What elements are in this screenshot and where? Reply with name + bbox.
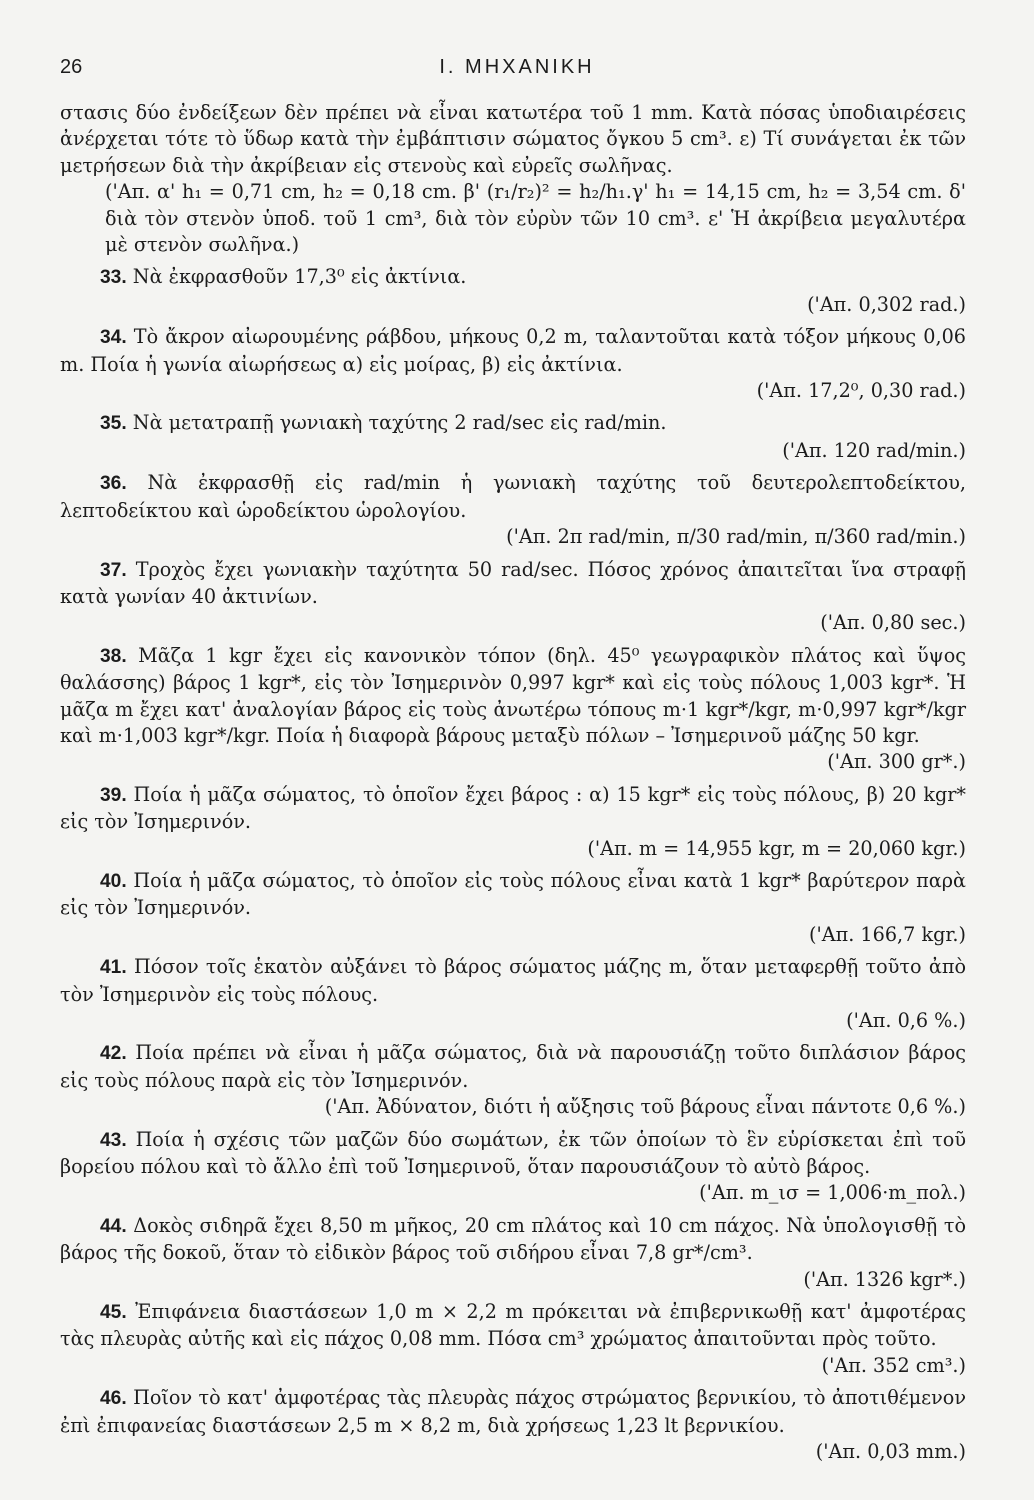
problem-text <box>60 1385 966 1439</box>
problem-text <box>60 410 966 437</box>
problem-answer: ('Απ. 0,03 mm.) <box>815 1440 966 1464</box>
problem-text <box>60 1127 966 1181</box>
continued-problem-answer: ('Απ. α' h₁ = 0,71 cm, h₂ = 0,18 cm. β' (r₁/r₂)² = h₂/h₁.γ' h₁ = 14,15 cm, h₂ = 3,54 cm. δ' διὰ τὸν στενὸν ὑποδ. τοῦ 1 cm³, διὰ τὸν εὐρὺν τῶν 10 cm³. ε' Ἡ ἀκρίβεια μεγαλυτέρα μὲ στενὸν σωλῆνα.) <box>105 180 966 257</box>
problem-text <box>60 643 966 750</box>
problem-answer: ('Απ. Ἀδύνατον, διότι ἡ αὔξησις τοῦ βάρους εἶναι πάντοτε 0,6 %.) <box>324 1095 966 1119</box>
problem-statement: Νὰ ἐκφρασθῇ εἰς rad/min ἡ γωνιακὴ ταχύτης τοῦ δευτερολεπτοδείκτου, λεπτοδείκτου καὶ ὡροδείκτου ὡρολογίου. <box>60 471 966 522</box>
problem-item <box>60 410 966 464</box>
problem-item <box>60 324 966 404</box>
problem-item <box>60 868 966 948</box>
problem-answer: ('Απ. 0,302 rad.) <box>807 292 966 316</box>
problem-number: 43. <box>100 1129 127 1151</box>
problem-statement: Δοκὸς σιδηρᾶ ἔχει 8,50 m μῆκος, 20 cm πλάτος καὶ 10 cm πάχος. Νὰ ὑπολογισθῇ τὸ βάρος τῆς δοκοῦ, ὅταν τὸ εἰδικὸν βάρος τοῦ σιδήρου εἶναι 7,8 gr*/cm³. <box>60 1213 966 1265</box>
problem-item <box>60 782 966 862</box>
problem-answer: ('Απ. 300 gr*.) <box>827 750 966 774</box>
problem-statement: Ποία ἡ μᾶζα σώματος, τὸ ὁποῖον ἔχει βάρος : α) 15 kgr* εἰς τοὺς πόλους, β) 20 kgr* εἰς τὸν Ἰσημερινόν. <box>60 782 966 834</box>
problem-item <box>60 1040 966 1120</box>
problem-answer: ('Απ. 120 rad/min.) <box>782 438 966 462</box>
problem-answer: ('Απ. 352 cm³.) <box>821 1353 966 1377</box>
problem-answer: ('Απ. 2π rad/min, π/30 rad/min, π/360 rad/min.) <box>506 525 966 549</box>
problem-statement: Ποῖον τὸ κατ' ἀμφοτέρας τὰς πλευρὰς πάχος στρώματος βερνικίου, τὸ ἀποτιθέμενον ἐπὶ ἐπιφανείας διαστάσεων 2,5 m × 8,2 m, διὰ χρήσεως 1,23 lt βερνικίου. <box>60 1386 966 1437</box>
problem-item <box>60 1385 966 1465</box>
problem-answer: ('Απ. 17,2⁰, 0,30 rad.) <box>756 379 966 403</box>
problem-statement: Ποία ἡ μᾶζα σώματος, τὸ ὁποῖον εἰς τοὺς πόλους εἶναι κατὰ 1 kgr* βαρύτερον παρὰ εἰς τὸν Ἰσημερινόν. <box>60 868 966 920</box>
problem-text <box>60 264 966 291</box>
problem-number: 41. <box>100 957 127 979</box>
problem-text <box>60 1040 966 1094</box>
problem-text <box>60 324 966 378</box>
problem-item <box>60 264 966 318</box>
problem-statement: Πόσον τοῖς ἑκατὸν αὐξάνει τὸ βάρος σώματος μάζης m, ὅταν μεταφερθῇ τοῦτο ἀπὸ τὸν Ἰσημερινὸν εἰς τοὺς πόλους. <box>60 955 966 1006</box>
problem-text <box>60 557 966 611</box>
problem-answer: ('Απ. 0,80 sec.) <box>820 611 966 635</box>
problem-item <box>60 1299 966 1379</box>
problem-text <box>60 1299 966 1353</box>
problem-statement: Νὰ ἐκφρασθοῦν 17,3⁰ εἰς ἀκτίνια. <box>132 265 467 289</box>
problem-text <box>60 868 966 922</box>
problem-item <box>60 470 966 550</box>
problem-answer: ('Απ. 1326 kgr*.) <box>803 1267 966 1291</box>
problem-text <box>60 954 966 1008</box>
problem-text <box>60 1213 966 1267</box>
problem-item <box>60 557 966 637</box>
problem-number: 33. <box>100 267 127 289</box>
page-header <box>0 56 1034 90</box>
problem-number: 45. <box>100 1302 127 1324</box>
running-title: Ι. ΜΗΧΑΝΙΚΗ <box>439 56 595 78</box>
problem-answer: ('Απ. m_ισ = 1,006·m_πολ.) <box>699 1181 966 1205</box>
problem-item <box>60 954 966 1034</box>
problem-statement: Μᾶζα 1 kgr ἔχει εἰς κανονικὸν τόπον (δηλ. 45⁰ γεωγραφικὸν πλάτος καὶ ὕψος θαλάσσης) βάρος 1 kgr*, εἰς τὸν Ἰσημερινὸν 0,997 kgr* καὶ εἰς τοὺς πόλους 1,003 kgr*. Ἡ μᾶζα m ἔχει κατ' ἀναλογίαν βάρος εἰς τοὺς ἀνωτέρω τόπους m·1 kgr*/kgr, m·0,997 kgr*/kgr καὶ m·1,003 kgr*/kgr. Ποία ἡ διαφορὰ βάρους μεταξὺ πόλων – Ἰσημερινοῦ μάζης 50 kgr. <box>60 643 966 747</box>
problem-statement: Ἐπιφάνεια διαστάσεων 1,0 m × 2,2 m πρόκειται νὰ ἐπιβερνικωθῇ κατ' ἀμφοτέρας τὰς πλευρὰς αὐτῆς καὶ εἰς πάχος 0,08 mm. Πόσα cm³ χρώματος ἀπαιτοῦνται πρὸς τοῦτο. <box>60 1300 966 1351</box>
continued-problem-text: στασις δύο ἐνδείξεων δὲν πρέπει νὰ εἶναι κατωτέρα τοῦ 1 mm. Κατὰ πόσας ὑποδιαιρέσεις ἀνέρχεται τότε τὸ ὕδωρ κατὰ τὴν ἐμβάπτισιν σώματος ὄγκου 5 cm³. ε) Τί συνάγεται ἐκ τῶν μετρήσεων διὰ τὴν ἀκρίβειαν εἰς στενοὺς καὶ εὐρεῖς σωλῆνας. <box>60 101 966 177</box>
page-content <box>60 100 966 1472</box>
problem-statement: Νὰ μετατραπῇ γωνιακὴ ταχύτης 2 rad/sec εἰς rad/min. <box>132 411 667 435</box>
problem-number: 42. <box>100 1043 127 1065</box>
problem-text <box>60 470 966 524</box>
problem-number: 38. <box>100 645 127 667</box>
problem-number: 40. <box>100 870 127 892</box>
problem-statement: Τροχὸς ἔχει γωνιακὴν ταχύτητα 50 rad/sec. Πόσος χρόνος ἀπαιτεῖται ἵνα στραφῇ κατὰ γωνίαν 40 ἀκτινίων. <box>60 557 966 608</box>
problem-statement: Τὸ ἄκρον αἰωρουμένης ράβδου, μήκους 0,2 m, ταλαντοῦται κατὰ τόξον μήκους 0,06 m. Ποία ἡ γωνία αἰωρήσεως α) εἰς μοίρας, β) εἰς ἀκτίνια. <box>60 325 966 376</box>
continued-problem <box>60 100 966 258</box>
problem-item <box>60 1127 966 1207</box>
problem-number: 39. <box>100 784 127 806</box>
problem-item <box>60 643 966 776</box>
problem-text <box>60 782 966 836</box>
problem-answer: ('Απ. m = 14,955 kgr, m = 20,060 kgr.) <box>587 836 966 860</box>
problem-list <box>60 264 966 1465</box>
problem-number: 34. <box>100 327 127 349</box>
problem-number: 44. <box>100 1215 127 1237</box>
problem-statement: Ποία πρέπει νὰ εἶναι ἡ μᾶζα σώματος, διὰ νὰ παρουσιάζῃ τοῦτο διπλάσιον βάρος εἰς τοὺς πόλους παρὰ εἰς τὸν Ἰσημερινόν. <box>60 1041 966 1092</box>
page-number: 26 <box>60 56 83 78</box>
problem-number: 37. <box>100 559 127 581</box>
problem-statement: Ποία ἡ σχέσις τῶν μαζῶν δύο σωμάτων, ἐκ τῶν ὁποίων τὸ ἓν εὑρίσκεται ἐπὶ τοῦ βορείου πόλου καὶ τὸ ἄλλο ἐπὶ τοῦ Ἰσημερινοῦ, ὅταν παρουσιάζουν τὸ αὐτὸ βάρος. <box>60 1127 966 1179</box>
problem-number: 35. <box>100 413 127 435</box>
problem-item <box>60 1213 966 1293</box>
problem-number: 46. <box>100 1388 127 1410</box>
problem-number: 36. <box>100 473 127 495</box>
problem-answer: ('Απ. 166,7 kgr.) <box>808 922 966 946</box>
problem-answer: ('Απ. 0,6 %.) <box>846 1009 966 1032</box>
